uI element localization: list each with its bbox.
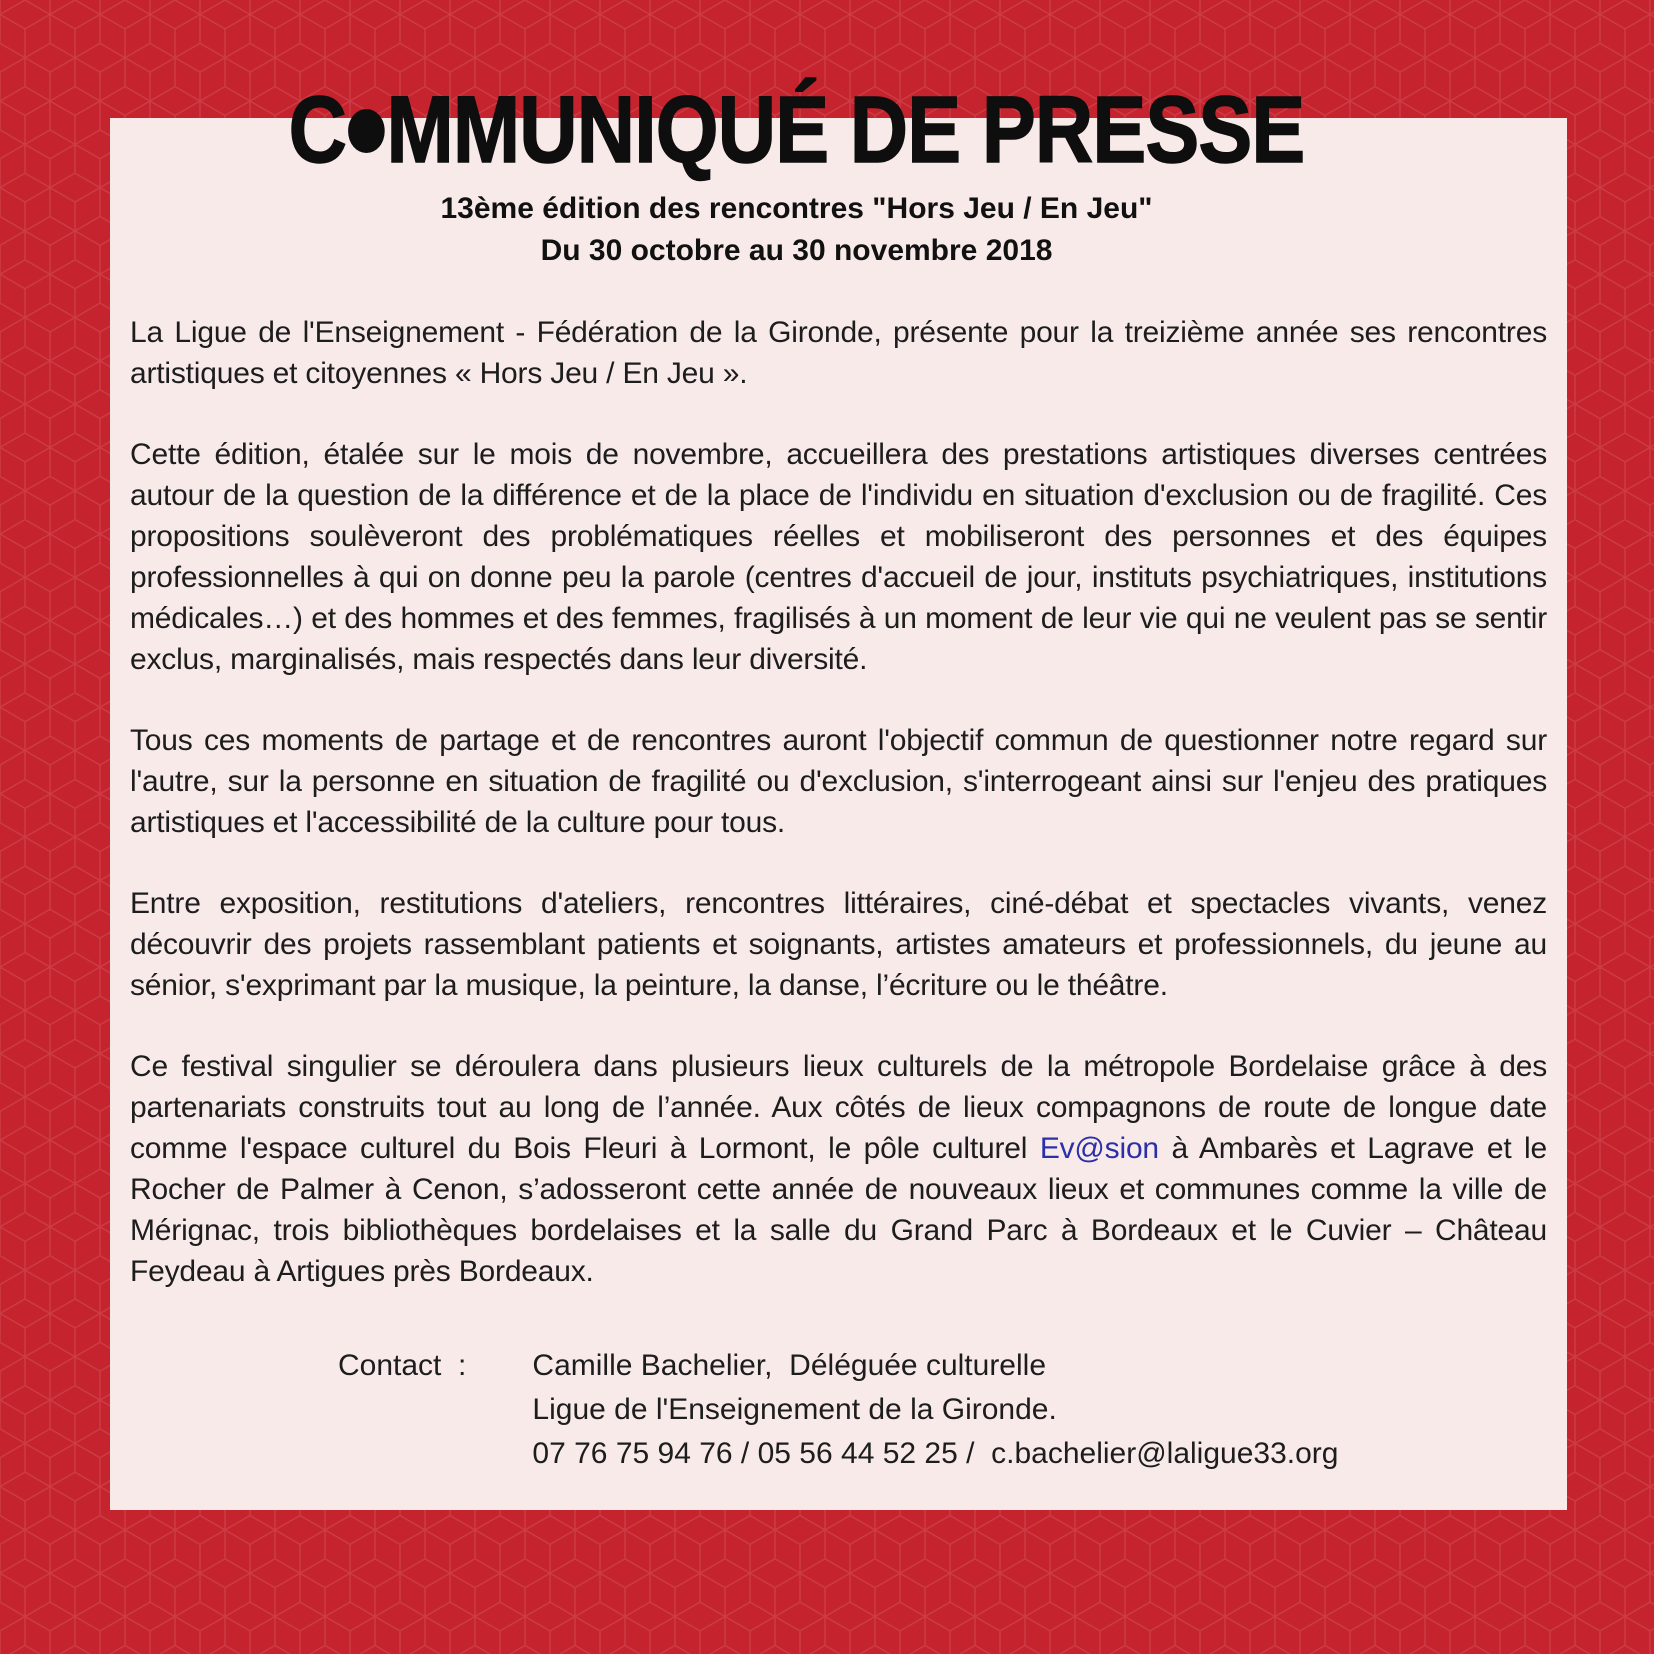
paragraph-5-text-before: Ce festival singulier se déroulera dans plusieurs lieux culturels de la métropole Bordelaise grâce à des partenariats construits tout au long de l’année. Aux côtés de lieux compagnons de route de longue date comme l'espace culturel du Bois Fleuri à Lormont, le pôle culturel [130, 1050, 1547, 1165]
contact-block [130, 1344, 1547, 1476]
contact-details [532, 1344, 1338, 1476]
evasion-link[interactable]: Ev@sion [1039, 1132, 1159, 1165]
title-suffix: MMUNIQUÉ DE PRESSE [386, 77, 1305, 184]
content-panel [110, 118, 1567, 1510]
contact-label: Contact : [338, 1349, 467, 1382]
contact-organization-line: Ligue de l'Enseignement de la Gironde. [532, 1393, 1057, 1426]
paragraph-3: Tous ces moments de partage et de rencontres auront l'objectif commun de questionner notre regard sur l'autre, sur la personne en situation de fragilité ou d'exclusion, s'interrogeant ainsi sur l'enjeu des pratiques artistiques et l'accessibilité de la culture pour tous. [130, 724, 1547, 839]
paragraph-1: La Ligue de l'Enseignement - Fédération de la Gironde, présente pour la treizième année ses rencontres artistiques et citoyennes « Hors Jeu / En Jeu ». [130, 316, 1547, 390]
subtitle-line-1: 13ème édition des rencontres "Hors Jeu / En Jeu" [440, 192, 1153, 225]
paragraph-4: Entre exposition, restitutions d'ateliers, rencontres littéraires, ciné-débat et spectacles vivants, venez découvrir des projets rassemblant patients et soignants, artistes amateurs et professionnels, du jeune au sénior, s'exprimant par la musique, la peinture, la danse, l’écriture ou le théâtre. [130, 887, 1547, 1002]
subtitle-line-2: Du 30 octobre au 30 novembre 2018 [540, 234, 1053, 267]
contact-phone-email-line: 07 76 75 94 76 / 05 56 44 52 25 / c.bachelier@laligue33.org [532, 1437, 1339, 1470]
page-title [0, 77, 1624, 184]
title-prefix: C [289, 77, 347, 184]
subtitle [88, 188, 1505, 272]
press-release-body [130, 312, 1547, 1292]
page-title-text [289, 77, 1305, 184]
paragraph-2: Cette édition, étalée sur le mois de novembre, accueillera des prestations artistiques diverses centrées autour de la question de la différence et de la place de l'individu en situation d'exclusion ou de fragilité. Ces propositions soulèveront des problématiques réelles et mobiliseront des personnes et des équipes professionnelles à qui on donne peu la parole (centres d'accueil de jour, instituts psychiatriques, institutions médicales…) et des hommes et des femmes, fragilisés à un moment de leur vie qui ne veulent pas se sentir exclus, marginalisés, mais respectés dans leur diversité. [130, 438, 1547, 676]
paragraph-5-text-after: à Ambarès et Lagrave et le Rocher de Palmer à Cenon, s’adosseront cette année de nouveaux lieux et communes comme la ville de Mérignac, trois bibliothèques bordelaises et la salle du Grand Parc à Bordeaux et le Cuvier – Château Feydeau à Artigues près Bordeaux. [130, 1132, 1547, 1288]
paragraph-5 [130, 1046, 1547, 1292]
contact-person-line: Camille Bachelier, Déléguée culturelle [532, 1349, 1047, 1382]
dot-o-glyph [348, 109, 385, 153]
